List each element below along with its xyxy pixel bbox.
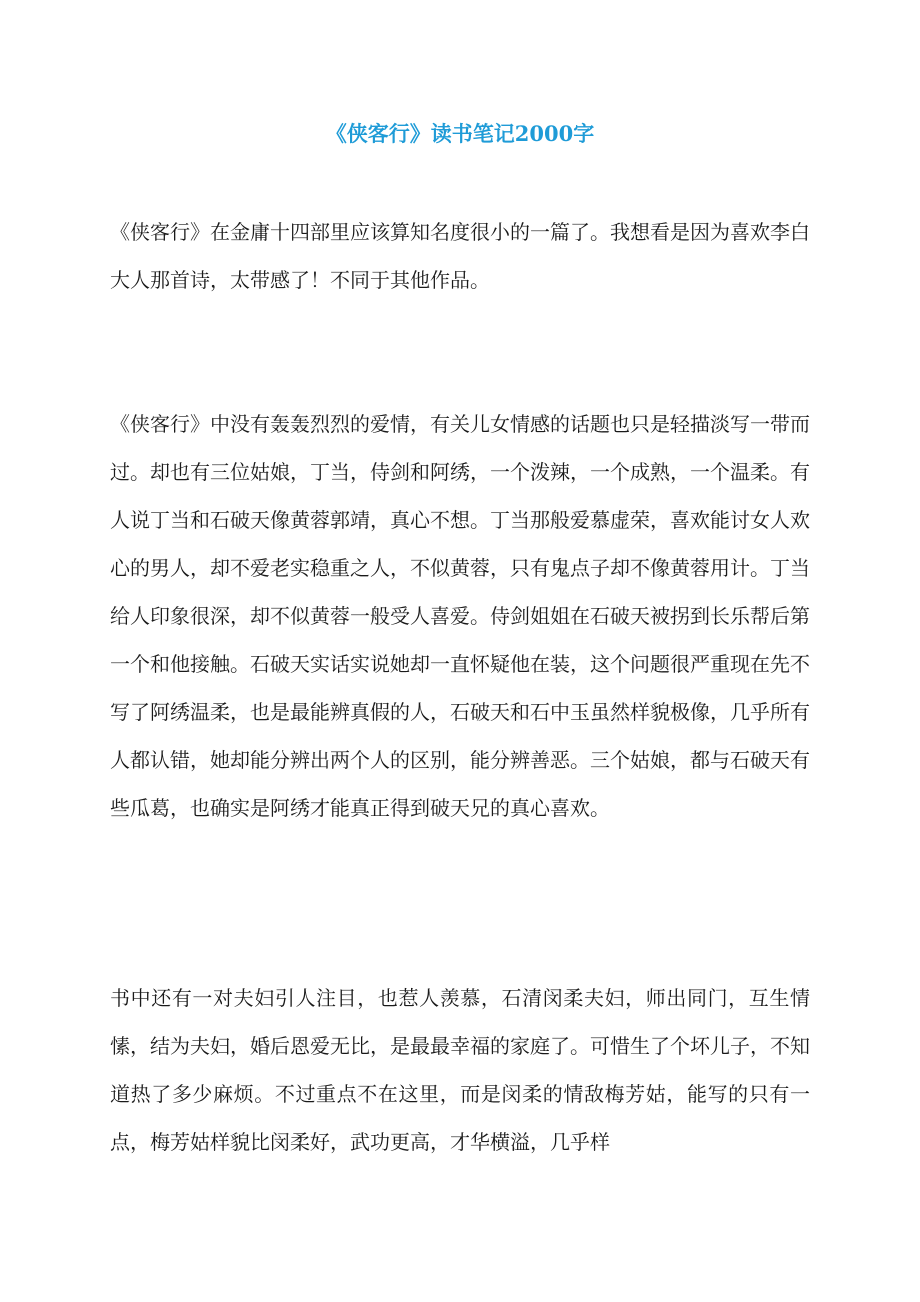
paragraph-couple: 书中还有一对夫妇引人注目，也惹人羡慕，石清闵柔夫妇，师出同门，互生情愫，结为夫妇，婚后恩爱无比，是最最幸福的家庭了。可惜生了个坏儿子，不知道热了多少麻烦。不过重点不在这里，而是闵柔的情敌梅芳姑，能写的只有一点，梅芳姑样貌比闵柔好，武功更高，才华横溢，几乎样 xyxy=(110,986,810,1154)
paragraph-intro: 《侠客行》在金庸十四部里应该算知名度很小的一篇了。我想看是因为喜欢李白大人那首诗，太带感了！不同于其他作品。 xyxy=(110,220,810,292)
paragraph-heroines: 《侠客行》中没有轰轰烈烈的爱情，有关儿女情感的话题也只是轻描淡写一带而过。却也有三位姑娘，丁当，侍剑和阿绣，一个泼辣，一个成熟，一个温柔。有人说丁当和石破天像黄蓉郭靖，真心不想。丁当那般爱慕虚荣，喜欢能讨女人欢心的男人，却不爱老实稳重之人，不似黄蓉，只有鬼点子却不像黄蓉用计。丁当给人印象很深，却不似黄蓉一般受人喜爱。侍剑姐姐在石破天被拐到长乐帮后第一个和他接触。石破天实话实说她却一直怀疑他在装，这个问题很严重现在先不写了阿绣温柔，也是最能辨真假的人，石破天和石中玉虽然样貌极像，几乎所有人都认错，她却能分辨出两个人的区别，能分辨善恶。三个姑娘，都与石破天有些瓜葛，也确实是阿绣才能真正得到破天兄的真心喜欢。 xyxy=(110,412,810,820)
document-title: 《侠客行》读书笔记2000字 xyxy=(325,121,595,146)
